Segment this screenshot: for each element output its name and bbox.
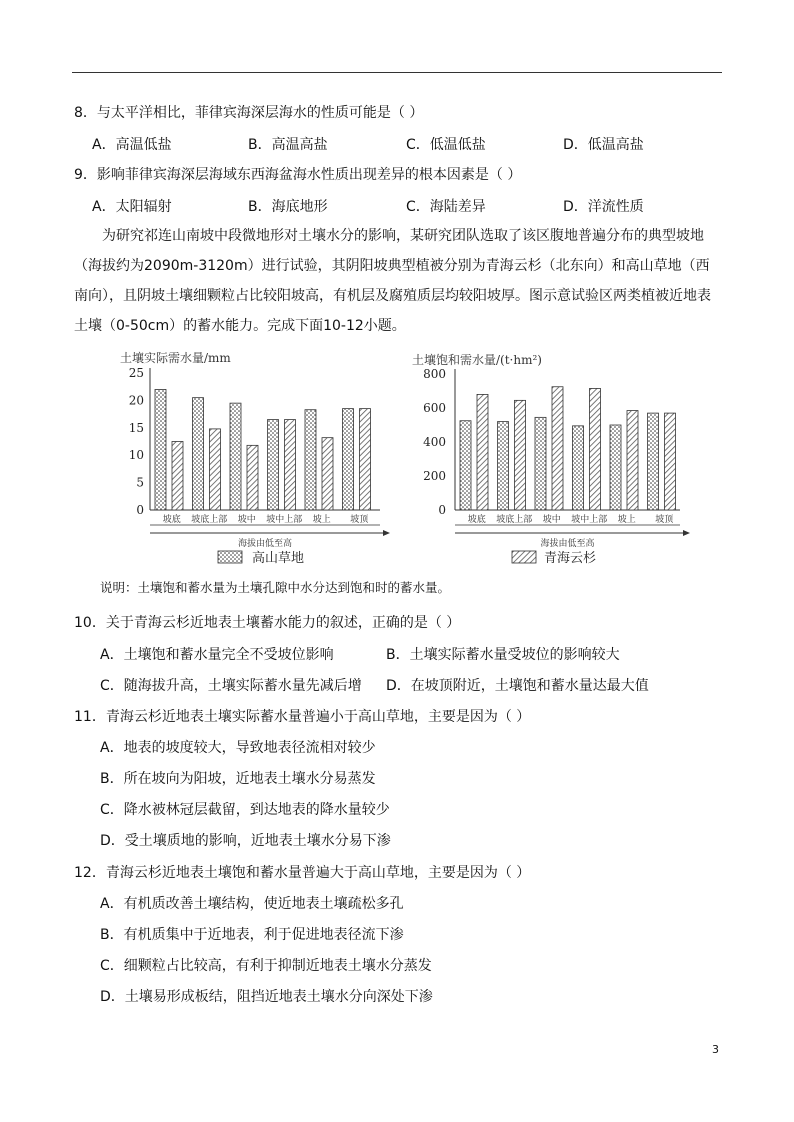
x-tick-label: 坡上 xyxy=(312,515,331,525)
q12-option-d[interactable]: D．土壤易形成板结，阻挡近地表土壤水分向深处下渗 xyxy=(100,989,433,1005)
passage-text: 为研究祁连山南坡中段微地形对土壤水分的影响，某研究团队选取了该区腹地普遍分布的典型坡地（海拔约为2090m-3120m）进行试验，其阴阳坡典型植被分别为青海云杉（北东向）和高山草地（西南向），且阴坡土壤细颗粒占比较阳坡高，有机层及腐殖质层均较阳坡厚。图示意试验区两类植被近地表土壤（0-50cm）的蓄水能力。完成下面10-12小题。 xyxy=(74,228,711,334)
x-tick-label: 坡底上部 xyxy=(496,515,533,525)
figure-charts xyxy=(0,340,794,575)
bar-grass xyxy=(155,389,166,510)
bar-spruce xyxy=(210,429,221,510)
q9-option-c[interactable]: C．海陆差异 xyxy=(406,199,486,215)
x-axis-label: 海拔由低至高 xyxy=(237,539,293,549)
legend-spruce-label: 青海云杉 xyxy=(544,551,597,566)
y-tick-label: 10 xyxy=(128,448,144,463)
y-tick-label: 0 xyxy=(438,503,446,517)
y-tick-label: 25 xyxy=(128,366,144,380)
question-10-stem: 10．关于青海云杉近地表土壤蓄水能力的叙述，正确的是（ ） xyxy=(74,615,461,631)
bar-grass xyxy=(193,398,204,510)
bar-grass xyxy=(610,425,621,510)
bar-spruce xyxy=(665,413,676,510)
elevation-arrow-head xyxy=(383,530,390,536)
q12-option-a[interactable]: A．有机质改善土壤结构，使近地表土壤疏松多孔 xyxy=(100,896,404,912)
bar-grass xyxy=(305,410,316,510)
x-tick-label: 坡底 xyxy=(467,515,486,525)
y-tick-label: 20 xyxy=(128,393,144,408)
y-tick-label: 0 xyxy=(136,503,144,517)
q11-option-c[interactable]: C．降水被林冠层截留，到达地表的降水量较少 xyxy=(100,802,390,818)
x-tick-label: 坡中上部 xyxy=(266,515,303,525)
chart-y-title: 土壤实际需水量/mm xyxy=(120,351,231,365)
q10-option-c[interactable]: C．随海拔升高，土壤实际蓄水量先减后增 xyxy=(100,678,362,694)
question-12-stem: 12．青海云杉近地表土壤饱和蓄水量普遍大于高山草地，主要是因为（ ） xyxy=(74,865,531,881)
bar-spruce xyxy=(285,420,296,510)
question-9-stem: 9．影响菲律宾海深层海域东西海盆海水性质出现差异的根本因素是（ ） xyxy=(74,167,522,183)
bar-grass xyxy=(573,426,584,510)
bar-spruce xyxy=(627,411,638,510)
x-tick-label: 坡顶 xyxy=(350,515,369,525)
bar-spruce xyxy=(477,394,488,510)
q8-option-d[interactable]: D．低温高盐 xyxy=(563,137,644,153)
q9-option-a[interactable]: A．太阳辐射 xyxy=(92,199,172,215)
y-tick-label: 5 xyxy=(136,475,144,490)
chart-legend xyxy=(218,550,596,566)
y-tick-label: 400 xyxy=(423,435,446,449)
legend-grass-swatch xyxy=(218,551,242,563)
bar-spruce xyxy=(552,387,563,510)
bar-grass xyxy=(648,413,659,510)
q10-option-d[interactable]: D．在坡顶附近，土壤饱和蓄水量达最大值 xyxy=(386,678,649,694)
x-tick-label: 坡上 xyxy=(617,515,636,525)
question-11-stem: 11．青海云杉近地表土壤实际蓄水量普遍小于高山草地，主要是因为（ ） xyxy=(74,709,531,725)
bar-spruce xyxy=(515,400,526,510)
x-tick-label: 坡中上部 xyxy=(571,515,608,525)
bar-grass xyxy=(230,403,241,510)
bar-grass xyxy=(343,409,354,510)
bar-grass xyxy=(498,422,509,510)
q10-option-b[interactable]: B．土壤实际蓄水量受坡位的影响较大 xyxy=(386,647,620,663)
bar-spruce xyxy=(247,445,258,510)
q9-option-d[interactable]: D．洋流性质 xyxy=(563,199,644,215)
legend-grass-label: 高山草地 xyxy=(252,551,305,566)
legend-spruce-swatch xyxy=(512,551,536,563)
chart-actual-water-storage xyxy=(120,350,390,549)
x-tick-label: 坡底 xyxy=(162,515,181,525)
y-tick-label: 15 xyxy=(128,420,144,435)
top-rule xyxy=(72,72,722,73)
x-tick-label: 坡顶 xyxy=(655,515,674,525)
x-tick-label: 坡底上部 xyxy=(191,515,228,525)
x-axis-label: 海拔由低至高 xyxy=(540,539,595,549)
chart-saturated-water-storage xyxy=(412,352,690,549)
bar-grass xyxy=(460,421,471,510)
q10-option-a[interactable]: A．土壤饱和蓄水量完全不受坡位影响 xyxy=(100,647,334,663)
question-8-stem: 8．与太平洋相比，菲律宾海深层海水的性质可能是（ ） xyxy=(74,105,424,121)
bar-grass xyxy=(268,420,279,510)
x-tick-label: 坡中 xyxy=(237,515,256,525)
y-tick-label: 800 xyxy=(423,367,446,381)
chart-note: 说明：土壤饱和蓄水量为土壤孔隙中水分达到饱和时的蓄水量。 xyxy=(100,580,451,595)
q8-option-a[interactable]: A．高温低盐 xyxy=(92,137,172,153)
y-tick-label: 200 xyxy=(423,469,446,483)
bar-spruce xyxy=(360,409,371,510)
q11-option-d[interactable]: D．受土壤质地的影响，近地表土壤水分易下渗 xyxy=(100,833,391,849)
q12-option-b[interactable]: B．有机质集中于近地表，利于促进地表径流下渗 xyxy=(100,927,404,943)
q12-option-c[interactable]: C．细颗粒占比较高，有利于抑制近地表土壤水分蒸发 xyxy=(100,958,432,974)
elevation-arrow-head xyxy=(683,530,690,536)
bar-grass xyxy=(535,417,546,510)
x-tick-label: 坡中 xyxy=(542,515,561,525)
q11-option-a[interactable]: A．地表的坡度较大，导致地表径流相对较少 xyxy=(100,740,376,756)
y-tick-label: 600 xyxy=(423,401,446,415)
bar-spruce xyxy=(590,388,601,510)
bar-spruce xyxy=(172,442,183,511)
page-number: 3 xyxy=(712,1043,719,1056)
passage xyxy=(74,221,722,341)
q8-option-b[interactable]: B．高温高盐 xyxy=(248,137,328,153)
q8-option-c[interactable]: C．低温低盐 xyxy=(406,137,486,153)
bar-spruce xyxy=(322,438,333,510)
q9-option-b[interactable]: B．海底地形 xyxy=(248,199,328,215)
chart-y-title: 土壤饱和需水量/(t·hm²) xyxy=(412,353,542,367)
q11-option-b[interactable]: B．所在坡向为阳坡，近地表土壤水分易蒸发 xyxy=(100,771,376,787)
